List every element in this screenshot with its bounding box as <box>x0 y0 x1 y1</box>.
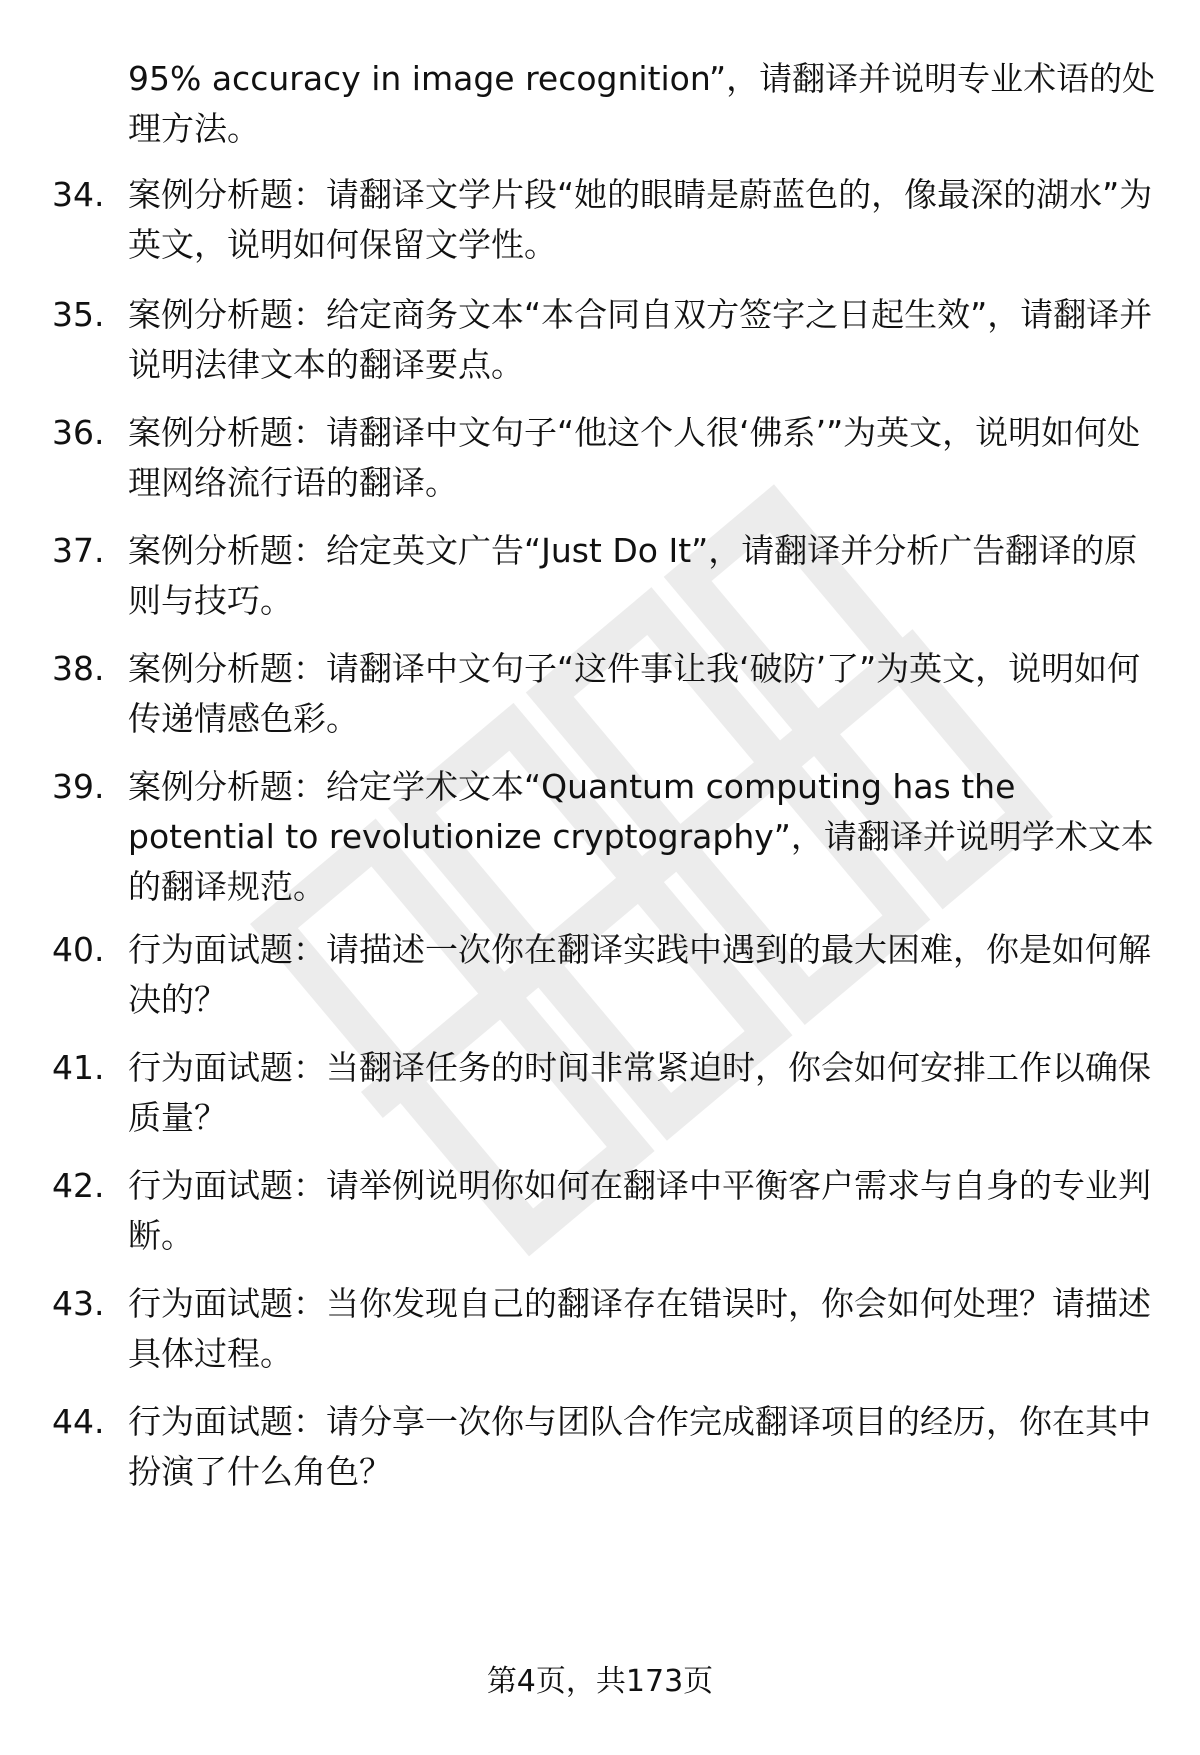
question-item-36 <box>52 408 1162 508</box>
question-item-40 <box>52 925 1162 1025</box>
question-number: 37. <box>52 531 105 570</box>
question-text: 行为面试题：当翻译任务的时间非常紧迫时，你会如何安排工作以确保质量？ <box>128 1048 1151 1137</box>
question-item-43 <box>52 1279 1162 1379</box>
question-text: 行为面试题：请描述一次你在翻译实践中遇到的最大困难，你是如何解决的？ <box>128 930 1151 1019</box>
question-item-42 <box>52 1161 1162 1261</box>
page-number-footer: 第4页，共173页 <box>486 1664 714 1699</box>
question-number: 42. <box>52 1166 105 1205</box>
question-number: 43. <box>52 1284 105 1323</box>
question-number: 36. <box>52 413 105 452</box>
question-item-44 <box>52 1397 1162 1497</box>
question-number: 38. <box>52 649 105 688</box>
question-number: 41. <box>52 1048 105 1087</box>
question-number: 35. <box>52 295 105 334</box>
question-item-39 <box>52 762 1162 912</box>
question-text: 案例分析题：请翻译中文句子“他这个人很‘佛系’”为英文，说明如何处理网络流行语的翻译。 <box>128 413 1141 502</box>
question-number: 40. <box>52 930 105 969</box>
question-text: 案例分析题：给定学术文本“Quantum computing has the potential to revolutionize cryptography”，请翻译并说明学术文本的翻译规范。 <box>128 767 1154 906</box>
question-text: 行为面试题：请举例说明你如何在翻译中平衡客户需求与自身的专业判断。 <box>128 1166 1151 1255</box>
question-item-37 <box>52 526 1162 626</box>
question-item-38 <box>52 644 1162 744</box>
question-number: 44. <box>52 1402 105 1441</box>
question-item-34 <box>52 170 1162 270</box>
question-text: 案例分析题：给定商务文本“本合同自双方签字之日起生效”，请翻译并说明法律文本的翻译要点。 <box>128 295 1153 384</box>
question-number: 39. <box>52 767 105 806</box>
question-text: 案例分析题：给定英文广告“Just Do It”，请翻译并分析广告翻译的原则与技巧。 <box>128 531 1138 620</box>
question-text: 行为面试题：请分享一次你与团队合作完成翻译项目的经历，你在其中扮演了什么角色？ <box>128 1402 1151 1491</box>
continued-question-text: 95% accuracy in image recognition”，请翻译并说明专业术语的处理方法。 <box>128 59 1156 148</box>
question-text: 案例分析题：请翻译中文句子“这件事让我‘破防’了”为英文，说明如何传递情感色彩。 <box>128 649 1141 738</box>
question-item-41 <box>52 1043 1162 1143</box>
question-number: 34. <box>52 175 105 214</box>
question-text: 行为面试题：当你发现自己的翻译存在错误时，你会如何处理？请描述具体过程。 <box>128 1284 1151 1373</box>
question-item-35 <box>52 290 1162 390</box>
question-text: 案例分析题：请翻译文学片段“她的眼睛是蔚蓝色的，像最深的湖水”为英文，说明如何保留文学性。 <box>128 175 1153 264</box>
